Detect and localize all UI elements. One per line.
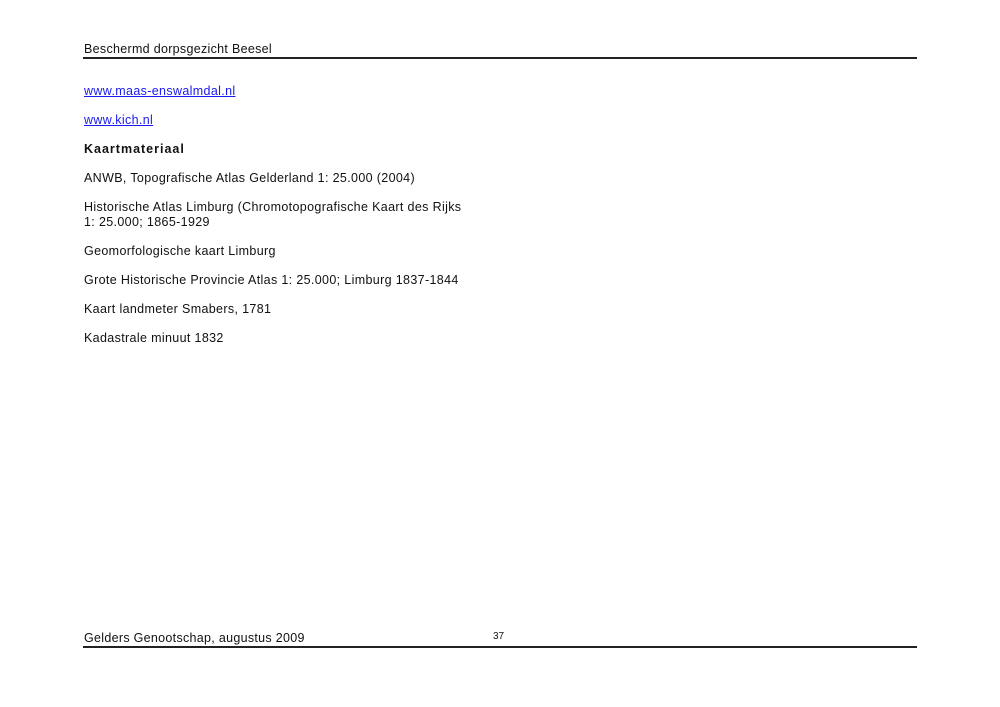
list-item: Geomorfologische kaart Limburg bbox=[84, 244, 276, 258]
section-heading: Kaartmateriaal bbox=[84, 142, 185, 156]
list-item: ANWB, Topografische Atlas Gelderland 1: 25.000 (2004) bbox=[84, 171, 416, 185]
running-header: Beschermd dorpsgezicht Beesel bbox=[84, 42, 272, 56]
link-maas-enswalmdal[interactable]: www.maas-enswalmdal.nl bbox=[84, 84, 236, 98]
page-number: 37 bbox=[493, 631, 505, 642]
footer-divider bbox=[83, 646, 917, 648]
header-divider bbox=[83, 57, 917, 59]
page-content bbox=[84, 84, 504, 360]
list-item-line: Historische Atlas Limburg (Chromotopografische Kaart des Rijks bbox=[84, 200, 462, 214]
link-paragraph bbox=[84, 84, 504, 99]
link-paragraph bbox=[84, 113, 504, 128]
list-item: Grote Historische Provincie Atlas 1: 25.000; Limburg 1837-1844 bbox=[84, 273, 459, 287]
list-item: Kadastrale minuut 1832 bbox=[84, 331, 224, 345]
link-kich[interactable]: www.kich.nl bbox=[84, 113, 154, 127]
list-item: Kaart landmeter Smabers, 1781 bbox=[84, 302, 272, 316]
list-item bbox=[84, 200, 504, 230]
footer-text: Gelders Genootschap, augustus 2009 bbox=[84, 631, 305, 645]
list-item-line: 1: 25.000; 1865-1929 bbox=[84, 215, 210, 229]
